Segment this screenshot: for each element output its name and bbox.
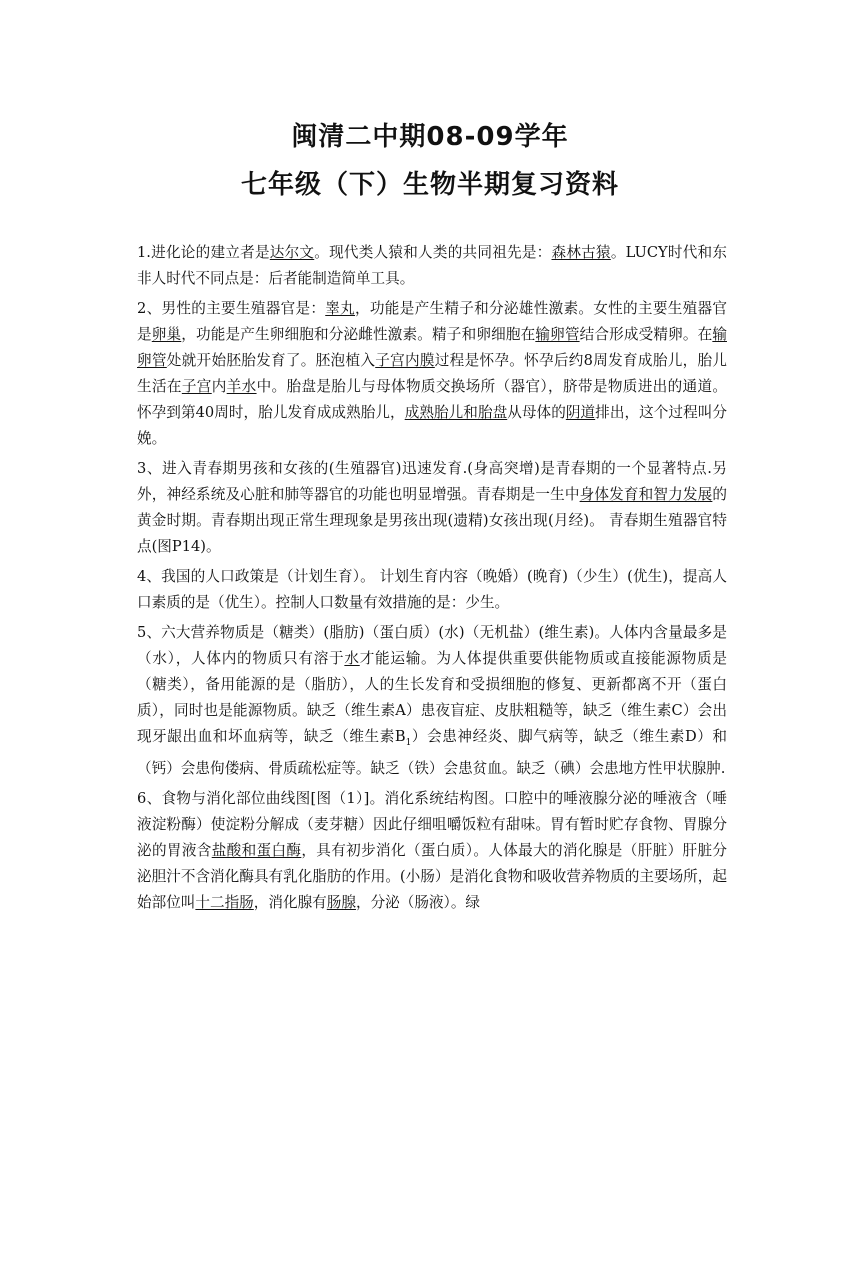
underlined-term: 身体发育和智力发展 [579, 486, 713, 503]
text-run: 4、我国的人口政策是（计划生育）。 计划生育内容（晚婚）(晚育)（少生）(优生)，提高人口素质的是（优生）。控制人口数量有效措施的是：少生。 [137, 568, 727, 611]
text-run: ，消化腺有 [253, 893, 327, 911]
underlined-term: 输卵管 [535, 326, 580, 343]
text-run: 内 [211, 378, 227, 395]
underlined-term: 肠腺 [326, 893, 356, 911]
underlined-term: 阴道 [565, 404, 596, 421]
text-run: 中。胎盘是胎儿与母体物质交换场所（器官），脐带是物质进出的通道。怀孕到第40周时，胎儿发育成成熟胎儿， [137, 378, 727, 421]
underlined-term: 羊水 [226, 378, 257, 395]
subscript: 1 [405, 737, 412, 748]
text-run: ）会患神经炎、脚气病等，缺乏（维生素D）和（钙）会患佝偻病、骨质疏松症等。缺乏（铁）会患贫血。缺乏（碘）会患地方性甲状腺肿. [137, 728, 728, 777]
document-title: 闽清二中期08-09学年 [291, 122, 569, 152]
paragraph-3 [137, 456, 727, 560]
text-run: ，功能是产生精子和分泌雄性激素。女性的主要生殖器官是 [137, 300, 727, 343]
text-run: 从母体的 [507, 404, 566, 421]
paragraph-2 [137, 296, 727, 452]
text-run: 6、食物与消化部位曲线图[图（1）]。消化系统结构图。口腔中的唾液腺分泌的唾液含（唾液淀粉酶）使淀粉分解成（麦芽糖）因此仔细咀嚼饭粒有甜味。胃有暂时贮存食物、胃腺分泌的胃液含 [137, 789, 727, 859]
underlined-term: 子宫 [181, 378, 212, 395]
paragraph-6 [137, 786, 727, 916]
paragraph-5 [137, 620, 727, 782]
underlined-term: 睾丸 [325, 300, 356, 317]
text-run: 。LUCY时代和东非人时代不同点是：后者能制造简单工具。 [137, 244, 727, 287]
underlined-term: 森林古猿 [551, 244, 611, 261]
text-run: ，具有初步消化（蛋白质）。人体最大的消化腺是（肝脏）肝脏分泌胆汁不含消化酶具有乳化脂肪的作用。(小肠）是消化食物和吸收营养物质的主要场所，起始部位叫 [137, 841, 727, 911]
underlined-term: 达尔文 [269, 244, 315, 261]
underlined-term: 子宫内膜 [375, 352, 435, 369]
text-run: 过程是怀孕。怀孕后约8周发育成胎儿，胎儿生活在 [137, 352, 727, 395]
document-subtitle: 七年级（下）生物半期复习资料 [240, 170, 619, 200]
text-run: 处就开始胚胎发育了。胚泡植入 [166, 352, 376, 369]
underlined-term: 水 [344, 650, 360, 667]
text-run: 3、进入青春期男孩和女孩的(生殖器官)迅速发育.(身高突增)是青春期的一个显著特点.另外，神经系统及心脏和肺等器官的功能也明显增强。青春期是一生中 [137, 460, 727, 503]
text-run: 。现代类人猿和人类的共同祖先是： [314, 244, 552, 261]
text-run: ，分泌（肠液）。绿 [355, 893, 481, 911]
underlined-term: 十二指肠 [195, 893, 254, 911]
text-run: ，功能是产生卵细胞和分泌雌性激素。精子和卵细胞在 [181, 326, 536, 343]
underlined-term: 输卵管 [137, 326, 727, 369]
text-run: 排出，这个过程叫分娩。 [137, 404, 727, 447]
text-run: 1.进化论的建立者是 [137, 244, 270, 261]
underlined-term: 盐酸和蛋白酶 [211, 841, 302, 859]
underlined-term: 成熟胎儿和胎盘 [404, 404, 508, 421]
text-run: 结合形成受精卵。在 [579, 326, 713, 343]
text-run: 5、六大营养物质是（糖类）(脂肪)（蛋白质）(水)（无机盐）(维生素)。人体内含量最多是（水），人体内的物质只有溶于 [137, 624, 727, 667]
paragraph-1 [137, 240, 727, 292]
underlined-term: 卵巢 [151, 326, 182, 343]
text-run: 2、男性的主要生殖器官是： [137, 300, 326, 317]
text-run: 的黄金时期。青春期出现正常生理现象是男孩出现(遗精)女孩出现(月经)。 青春期生殖器官特点(图P14)。 [137, 486, 727, 555]
paragraph-4 [137, 564, 727, 616]
document-body [137, 240, 727, 920]
text-run: 才能运输。为人体提供重要供能物质或直接能源物质是（糖类），备用能源的是（脂肪），人的生长发育和受损细胞的修复、更新都离不开（蛋白质），同时也是能源物质。缺乏（维生素A）患夜盲症、皮肤粗糙等，缺乏（维生素C）会出现牙龈出血和坏血病等，缺乏（维生素B [137, 650, 727, 745]
